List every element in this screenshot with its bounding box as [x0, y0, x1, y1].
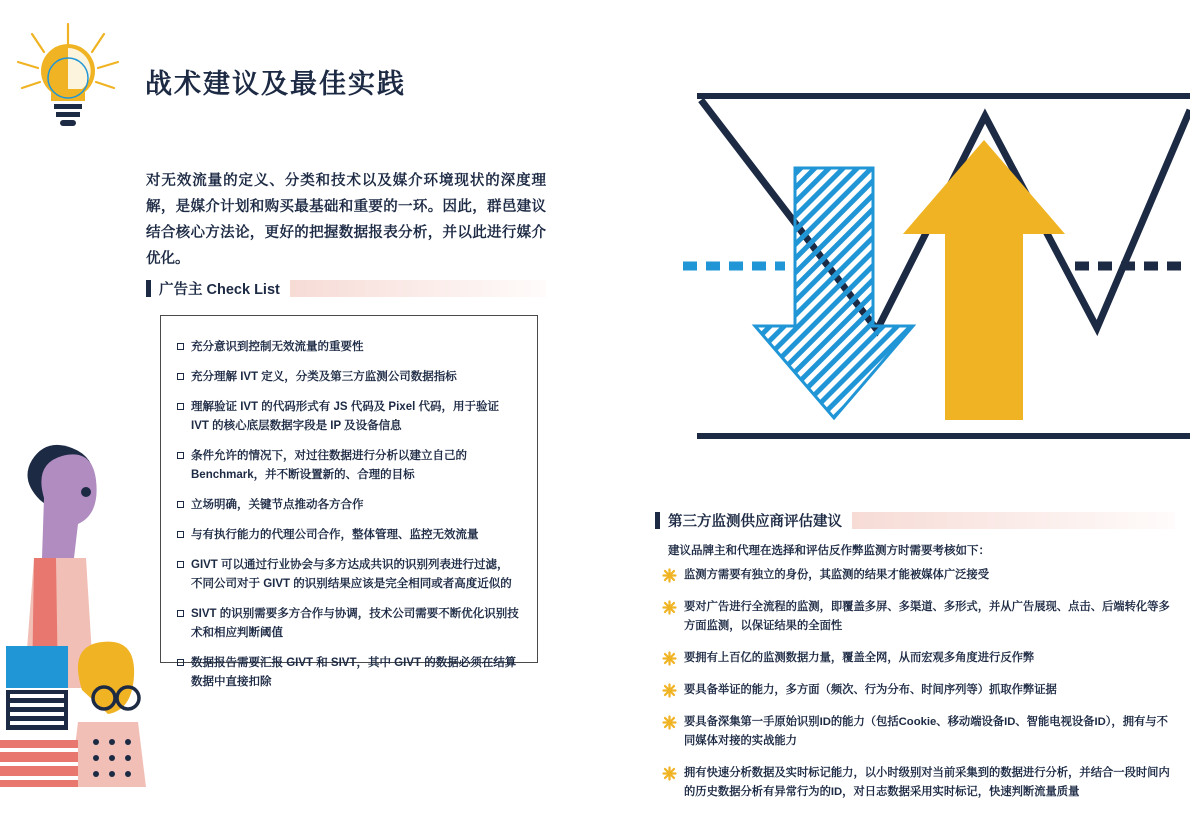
vendor-item-label: 要对广告进行全流程的监测，即覆盖多屏、多渠道、多形式，并从广告展现、点击、后端转化等多方面监测，以保证结果的全面性	[684, 601, 1170, 632]
section-bar-fill	[290, 280, 546, 297]
checklist-item-label: 理解验证 IVT 的代码形式有 JS 代码及 Pixel 代码，用于验证 IVT 的核心底层数据字段是 IP 及设备信息	[191, 401, 499, 432]
right-column	[600, 0, 1200, 798]
section-bar-fill	[852, 512, 1175, 529]
vendor-intro: 建议品牌主和代理在选择和评估反作弊监测方时需要考核如下：	[668, 545, 990, 557]
left-column	[0, 0, 600, 787]
list-item	[662, 713, 1178, 751]
people-illustration	[0, 440, 175, 787]
list-item[interactable]	[177, 496, 519, 515]
section-tick	[655, 512, 660, 529]
list-item[interactable]	[177, 338, 519, 357]
checklist-heading: 广告主 Check List	[159, 281, 280, 298]
checklist-item-label: 立场明确，关键节点推动各方合作	[191, 499, 364, 511]
checklist-box	[160, 315, 538, 688]
checklist-item-label: 充分意识到控制无效流量的重要性	[191, 341, 364, 353]
checkbox-icon[interactable]	[177, 501, 184, 508]
checklist-item-label: 条件允许的情况下，对过往数据进行分析以建立自己的 Benchmark，并不断设置新的、合理的目标	[191, 450, 467, 481]
section-tick	[146, 280, 151, 297]
list-item[interactable]	[177, 447, 519, 485]
list-item[interactable]	[177, 368, 519, 387]
checkbox-icon[interactable]	[177, 403, 184, 410]
checklist-item-label: 与有执行能力的代理公司合作，整体管理、监控无效流量	[191, 529, 479, 541]
up-arrow-icon	[903, 140, 1065, 420]
list-item[interactable]	[177, 654, 519, 692]
vendor-item-label: 要具备深集第一手原始识别ID的能力（包括Cookie、移动端设备ID、智能电视设备ID），拥有与不同媒体对接的实战能力	[684, 716, 1168, 747]
checklist-item-label: GIVT 可以通过行业协会与多方达成共识的识别列表进行过滤，不同公司对于 GIVT 的识别结果应该是完全相同或者高度近似的	[191, 559, 512, 590]
checklist-item-label: SIVT 的识别需要多方合作与协调，技术公司需要不断优化识别技术和相应判断阈值	[191, 608, 519, 639]
vendor-item-label: 要具备举证的能力，多方面（频次、行为分布、时间序列等）抓取作弊证据	[684, 684, 1057, 696]
checkbox-icon[interactable]	[177, 531, 184, 538]
list-item[interactable]	[177, 556, 519, 594]
vendor-item-label: 监测方需要有独立的身份，其监测的结果才能被媒体广泛接受	[684, 569, 990, 581]
checkbox-icon[interactable]	[177, 343, 184, 350]
vendor-section-header	[655, 508, 1175, 532]
burst-bullet-icon	[662, 766, 677, 781]
list-item[interactable]	[177, 398, 519, 436]
burst-bullet-icon	[662, 651, 677, 666]
list-item	[662, 598, 1178, 636]
burst-bullet-icon	[662, 715, 677, 730]
list-item	[662, 566, 1178, 585]
checklist-item-label: 充分理解 IVT 定义，分类及第三方监测公司数据指标	[191, 371, 457, 383]
page-title: 战术建议及最佳实践	[145, 69, 406, 99]
checkbox-icon[interactable]	[177, 610, 184, 617]
burst-bullet-icon	[662, 600, 677, 615]
checkbox-icon[interactable]	[177, 452, 184, 459]
vendor-heading: 第三方监测供应商评估建议	[668, 513, 842, 530]
list-item[interactable]	[177, 605, 519, 643]
checkbox-icon[interactable]	[177, 659, 184, 666]
list-item	[662, 681, 1178, 700]
vendor-item-label: 要拥有上百亿的监测数据力量，覆盖全网，从而宏观多角度进行反作弊	[684, 652, 1035, 664]
checklist-section-header	[146, 276, 546, 300]
arrows-illustration	[645, 80, 1190, 450]
list-item	[662, 764, 1178, 802]
lightbulb-icon	[8, 18, 128, 138]
checkbox-icon[interactable]	[177, 373, 184, 380]
checklist-item-label: 数据报告需要汇报 GIVT 和 SIVT，其中 GIVT 的数据必须在结算数据中直接扣除	[191, 657, 517, 688]
intro-paragraph: 对无效流量的定义、分类和技术以及媒介环境现状的深度理解，是媒介计划和购买最基础和重要的一环。因此，群邑建议结合核心方法论，更好的把握数据报表分析，并以此进行媒介优化。	[146, 173, 546, 267]
list-item	[662, 649, 1178, 668]
vendor-list	[662, 566, 1178, 815]
vendor-item-label: 拥有快速分析数据及实时标记能力，以小时级别对当前采集到的数据进行分析，并结合一段时间内的历史数据分析有异常行为的ID，对日志数据采用实时标记，快速判断流量质量	[684, 767, 1170, 798]
burst-bullet-icon	[662, 568, 677, 583]
burst-bullet-icon	[662, 683, 677, 698]
list-item[interactable]	[177, 526, 519, 545]
checkbox-icon[interactable]	[177, 561, 184, 568]
